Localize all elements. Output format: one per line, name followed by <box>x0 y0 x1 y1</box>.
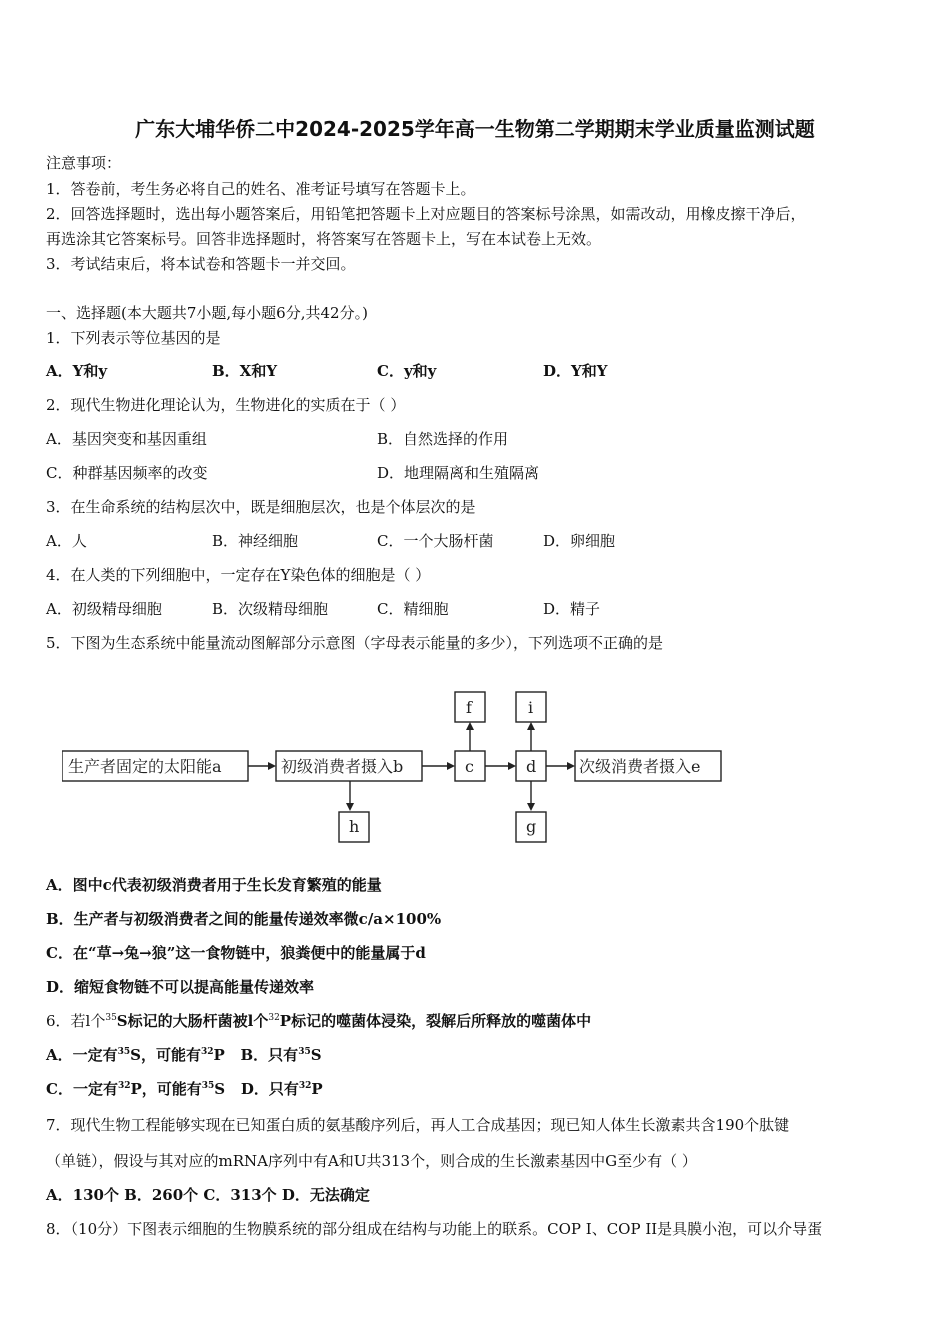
primary-consumer-label: 初级消费者摄入b <box>281 757 404 776</box>
q4-option-c: C．精细胞 <box>377 600 449 618</box>
q2-option-b: B．自然选择的作用 <box>377 430 509 448</box>
energy-flow-diagram <box>62 688 732 848</box>
question-7-line1: 7．现代生物工程能够实现在已知蛋白质的氨基酸序列后，再人工合成基因；现已知人体生长激素共含190个肽键 <box>46 1116 790 1134</box>
question-5-stem: 5．下图为生态系统中能量流动图解部分示意图（字母表示能量的多少），下列选项不正确的是 <box>46 634 664 652</box>
question-7-line2: （单链），假设与其对应的mRNA序列中有A和U共313个，则合成的生长激素基因中G至少有（ ） <box>46 1152 697 1170</box>
arrowhead <box>466 722 474 730</box>
producer-label: 生产者固定的太阳能a <box>68 757 222 776</box>
arrowhead <box>447 762 455 770</box>
question-8-line1: 8．（10分）下图表示细胞的生物膜系统的部分组成在结构与功能上的联系。COP I、COP II是具膜小泡，可以介导蛋 <box>46 1220 823 1238</box>
q2-option-d: D．地理隔离和生殖隔离 <box>377 464 540 482</box>
q1-option-b: B．X和Y <box>212 362 278 380</box>
q7-options: A．130个 B．260个 C．313个 D．无法确定 <box>46 1186 370 1204</box>
section-heading: 一、选择题(本大题共7小题,每小题6分,共42分。) <box>46 304 368 322</box>
q5-option-b: B．生产者与初级消费者之间的能量传递效率微c/a×100% <box>46 910 442 928</box>
question-1-stem: 1．下列表示等位基因的是 <box>46 329 221 347</box>
notice-heading: 注意事项： <box>46 154 122 172</box>
question-3-stem: 3．在生命系统的结构层次中，既是细胞层次，也是个体层次的是 <box>46 498 476 516</box>
notice-item: 再选涂其它答案标号。回答非选择题时，将答案写在答题卡上，写在本试卷上无效。 <box>46 230 602 248</box>
i-label: i <box>528 698 534 717</box>
q3-option-b: B．神经细胞 <box>212 532 299 550</box>
q5-option-c: C．在“草→兔→狼”这一食物链中，狼粪便中的能量属于d <box>46 944 426 962</box>
arrowhead <box>567 762 575 770</box>
q5-option-d: D．缩短食物链不可以提高能量传递效率 <box>46 978 315 996</box>
question-6-stem: 6．若l个$^{35}$S标记的大肠杆菌被l个$^{32}$P标记的噬菌体浸染，裂解后所释放的噬菌体中 <box>46 1012 592 1030</box>
h-label: h <box>349 817 360 836</box>
d-label: d <box>526 757 537 776</box>
c-label: c <box>465 757 474 776</box>
arrowhead <box>508 762 516 770</box>
notice-item: 2．回答选择题时，选出每小题答案后，用铅笔把答题卡上对应题目的答案标号涂黑，如需改动，用橡皮擦干净后， <box>46 205 806 223</box>
page-title: 广东大埔华侨二中2024-2025学年高一生物第二学期期末学业质量监测试题 <box>135 117 815 141</box>
q4-option-d: D．精子 <box>543 600 601 618</box>
q4-option-a: A．初级精母细胞 <box>46 600 162 618</box>
q1-option-a: A．Y和y <box>46 362 108 380</box>
q3-option-a: A．人 <box>46 532 87 550</box>
question-4-stem: 4．在人类的下列细胞中，一定存在Y染色体的细胞是（ ） <box>46 566 431 584</box>
notice-item: 1．答卷前，考生务必将自己的姓名、准考证号填写在答题卡上。 <box>46 180 476 198</box>
question-2-stem: 2．现代生物进化理论认为，生物进化的实质在于（ ） <box>46 396 406 414</box>
g-label: g <box>526 817 537 836</box>
notice-item: 3．考试结束后，将本试卷和答题卡一并交回。 <box>46 255 356 273</box>
q4-option-b: B．次级精母细胞 <box>212 600 329 618</box>
q3-option-c: C．一个大肠杆菌 <box>377 532 494 550</box>
f-label: f <box>466 698 472 717</box>
q2-option-a: A．基因突变和基因重组 <box>46 430 207 448</box>
q5-option-a: A．图中c代表初级消费者用于生长发育繁殖的能量 <box>46 876 382 894</box>
arrowhead <box>527 722 535 730</box>
q1-option-d: D．Y和Y <box>543 362 608 380</box>
secondary-consumer-label: 次级消费者摄入e <box>579 757 701 776</box>
q2-option-c: C．种群基因频率的改变 <box>46 464 208 482</box>
arrowhead <box>268 762 276 770</box>
arrowhead <box>527 803 535 811</box>
q3-option-d: D．卵细胞 <box>543 532 616 550</box>
q1-option-c: C．y和y <box>377 362 437 380</box>
q6-options-cd: C．一定有$^{32}$P，可能有$^{35}$S D．只有$^{32}$P <box>46 1080 323 1098</box>
arrowhead <box>346 803 354 811</box>
q6-options-ab: A．一定有$^{35}$S，可能有$^{32}$P B．只有$^{35}$S <box>46 1046 322 1064</box>
